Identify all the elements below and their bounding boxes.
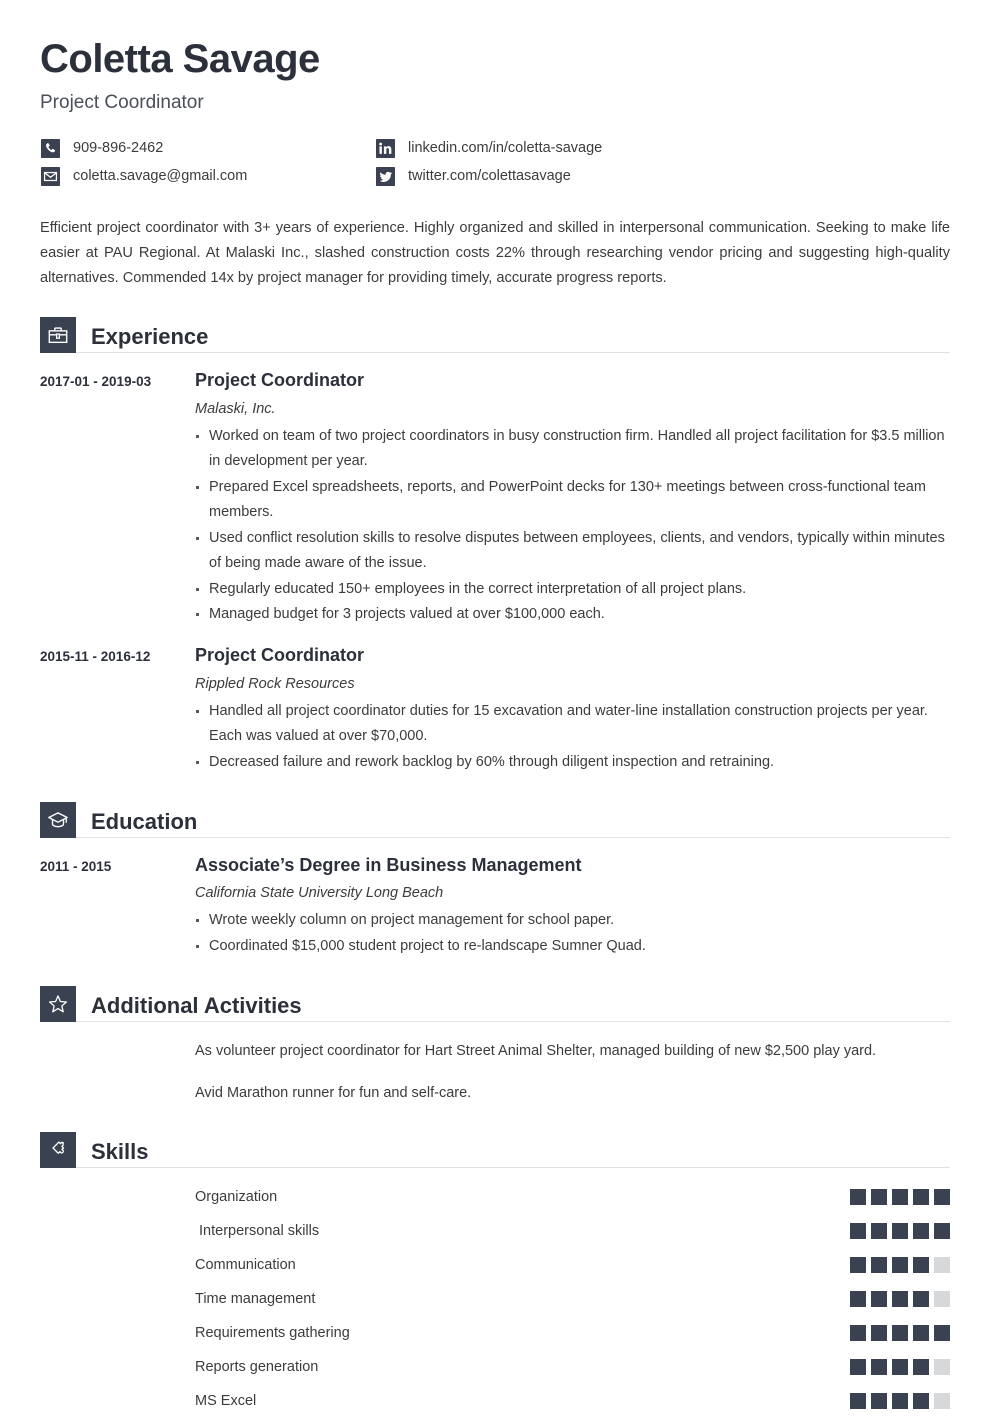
skill-square-filled	[934, 1189, 950, 1205]
skill-label: Reports generation	[195, 1358, 319, 1375]
skill-square-empty	[934, 1257, 950, 1273]
skill-square-filled	[892, 1325, 908, 1341]
entry-organization: California State University Long Beach	[195, 885, 444, 902]
envelope-icon	[40, 166, 60, 186]
section-divider	[76, 1021, 950, 1022]
bullet-item: Managed budget for 3 projects valued at over $100,000 each.	[195, 602, 950, 627]
skill-row	[40, 1248, 950, 1282]
skill-square-filled	[850, 1393, 866, 1409]
education-entry	[40, 855, 950, 960]
skill-square-filled	[913, 1325, 929, 1341]
contact-phone-text: 909-896-2462	[73, 140, 164, 156]
skill-square-filled	[913, 1189, 929, 1205]
entry-title: Project Coordinator	[195, 645, 365, 666]
skill-row	[40, 1316, 950, 1350]
contact-linkedin[interactable]	[375, 138, 950, 158]
skill-square-filled	[892, 1359, 908, 1375]
skill-square-filled	[871, 1189, 887, 1205]
skill-square-filled	[913, 1223, 929, 1239]
skill-square-filled	[871, 1393, 887, 1409]
phone-icon	[40, 138, 60, 158]
bullet-item: Wrote weekly column on project management for school paper.	[195, 908, 950, 933]
skill-rating	[850, 1223, 950, 1239]
skill-label: Requirements gathering	[195, 1324, 350, 1341]
contact-twitter[interactable]	[375, 166, 950, 186]
activity-paragraph: As volunteer project coordinator for Hart Street Animal Shelter, managed building of new $2,500 play yard.	[195, 1043, 877, 1060]
bullet-item: Used conflict resolution skills to resolve disputes between employees, clients, and vendors, typically within minutes of being made aware of the issue.	[195, 526, 950, 576]
skill-rating	[850, 1189, 950, 1205]
entry-date-spacer	[40, 1039, 195, 1105]
skill-square-filled	[850, 1189, 866, 1205]
skill-square-empty	[934, 1393, 950, 1409]
section-header-additional-activities	[40, 986, 950, 1022]
puzzle-piece-icon	[40, 1132, 76, 1168]
skill-square-filled	[871, 1291, 887, 1307]
entry-bullets	[195, 424, 950, 628]
skill-square-filled	[871, 1257, 887, 1273]
skill-square-filled	[934, 1325, 950, 1341]
bullet-item: Decreased failure and rework backlog by 60% through diligent inspection and retraining.	[195, 750, 950, 775]
entry-bullets	[195, 908, 950, 959]
entry-date: 2015-11 - 2016-12	[40, 649, 151, 665]
bullet-item: Prepared Excel spreadsheets, reports, and PowerPoint decks for 130+ meetings between cross-functional team members.	[195, 475, 950, 525]
contact-email[interactable]	[40, 166, 375, 186]
entry-title: Associate’s Degree in Business Management	[195, 854, 582, 875]
skill-square-empty	[934, 1291, 950, 1307]
twitter-icon	[375, 166, 395, 186]
skill-square-filled	[871, 1325, 887, 1341]
skill-label: MS Excel	[195, 1392, 257, 1409]
contact-info	[40, 138, 950, 186]
section-additional-activities	[40, 986, 950, 1105]
skill-label: Organization	[195, 1188, 278, 1205]
entry-organization: Malaski, Inc.	[195, 400, 276, 417]
skill-square-filled	[913, 1393, 929, 1409]
skill-rating	[850, 1393, 950, 1409]
section-title-additional-activities: Additional Activities	[91, 993, 302, 1019]
contact-email-text: coletta.savage@gmail.com	[73, 168, 248, 184]
skill-square-empty	[934, 1359, 950, 1375]
skill-square-filled	[892, 1393, 908, 1409]
entry-bullets	[195, 699, 950, 775]
skill-square-filled	[850, 1325, 866, 1341]
skill-row	[40, 1214, 950, 1248]
skill-row	[40, 1180, 950, 1214]
skill-square-filled	[871, 1223, 887, 1239]
entry-body	[195, 855, 950, 960]
bullet-item: Handled all project coordinator duties for 15 excavation and water-line installation construction projects per year. Each was valued at over $70,000.	[195, 699, 950, 749]
skill-square-filled	[850, 1257, 866, 1273]
entry-date: 2011 - 2015	[40, 858, 112, 874]
entry-body	[195, 370, 950, 628]
skill-square-filled	[850, 1223, 866, 1239]
professional-summary: Efficient project coordinator with 3+ years of experience. Highly organized and skilled in interpersonal communication. Seeking to make life easier at PAU Regional. At Malaski Inc., slashed construction costs 22% through researching vendor pricing and suggesting high-quality alternatives. Commended 14x by project manager for providing timely, accurate progress reports.	[40, 220, 950, 287]
entry-title: Project Coordinator	[195, 370, 365, 391]
skill-square-filled	[934, 1223, 950, 1239]
section-experience	[40, 317, 950, 776]
skill-label: Interpersonal skills	[195, 1222, 320, 1239]
section-skills	[40, 1132, 950, 1418]
skill-rating	[850, 1359, 950, 1375]
skill-label: Communication	[195, 1256, 296, 1273]
entry-body	[195, 645, 950, 775]
skill-label: Time management	[195, 1290, 316, 1307]
briefcase-icon	[40, 317, 76, 353]
linkedin-icon	[375, 138, 395, 158]
entry-organization: Rippled Rock Resources	[195, 675, 355, 692]
experience-entry	[40, 370, 950, 628]
skill-rating	[850, 1325, 950, 1341]
skill-square-filled	[892, 1257, 908, 1273]
contact-linkedin-text: linkedin.com/in/coletta-savage	[408, 140, 603, 156]
section-education	[40, 802, 950, 960]
resume-header	[40, 38, 950, 186]
skill-square-filled	[913, 1359, 929, 1375]
candidate-job-title: Project Coordinator	[40, 92, 204, 113]
section-header-experience	[40, 317, 950, 353]
skill-square-filled	[913, 1257, 929, 1273]
experience-entry	[40, 645, 950, 775]
skill-square-filled	[892, 1223, 908, 1239]
bullet-item: Worked on team of two project coordinators in busy construction firm. Handled all project facilitation for $3.5 million in development per year.	[195, 424, 950, 474]
activities-entry	[40, 1039, 950, 1105]
skill-row	[40, 1282, 950, 1316]
activity-paragraph: Avid Marathon runner for fun and self-care.	[195, 1084, 472, 1101]
skill-rating	[850, 1291, 950, 1307]
skill-square-filled	[871, 1359, 887, 1375]
candidate-name: Coletta Savage	[40, 37, 320, 81]
entry-body	[195, 1039, 950, 1105]
section-header-education	[40, 802, 950, 838]
bullet-item: Coordinated $15,000 student project to re-landscape Sumner Quad.	[195, 934, 950, 959]
skill-square-filled	[892, 1291, 908, 1307]
bullet-item: Regularly educated 150+ employees in the correct interpretation of all project plans.	[195, 577, 950, 602]
skill-row	[40, 1350, 950, 1384]
skill-rating	[850, 1257, 950, 1273]
star-icon	[40, 986, 76, 1022]
section-divider	[76, 1167, 950, 1168]
contact-twitter-text: twitter.com/colettasavage	[408, 168, 571, 184]
skill-square-filled	[850, 1291, 866, 1307]
section-divider	[76, 352, 950, 353]
section-title-skills: Skills	[91, 1138, 149, 1164]
skill-square-filled	[850, 1359, 866, 1375]
skills-list	[40, 1180, 950, 1418]
graduation-cap-icon	[40, 802, 76, 838]
contact-phone[interactable]	[40, 138, 375, 158]
section-title-experience: Experience	[91, 324, 209, 350]
skill-row	[40, 1384, 950, 1418]
skill-square-filled	[913, 1291, 929, 1307]
skill-square-filled	[892, 1189, 908, 1205]
section-title-education: Education	[91, 808, 198, 834]
section-divider	[76, 837, 950, 838]
section-header-skills	[40, 1132, 950, 1168]
entry-date: 2017-01 - 2019-03	[40, 374, 152, 390]
